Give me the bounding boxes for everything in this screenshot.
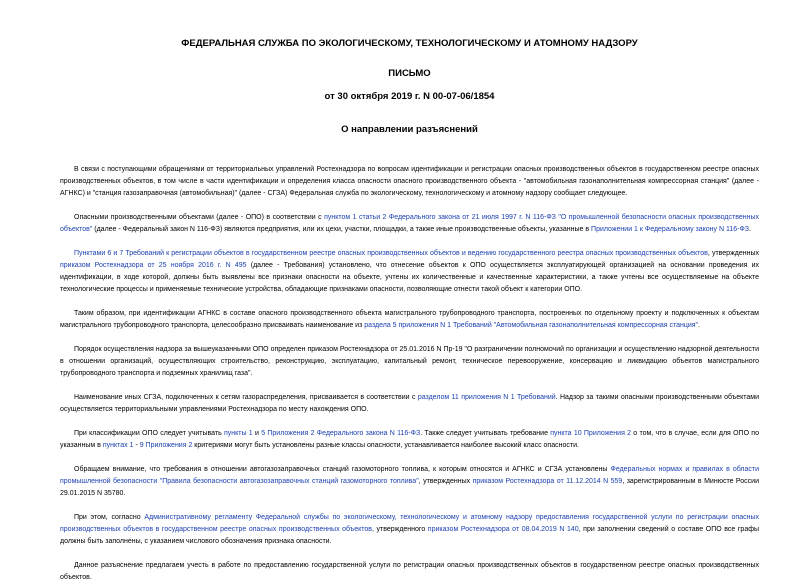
body-paragraph — [60, 212, 759, 236]
body-paragraph — [60, 512, 759, 548]
paragraph-text: , при заполнении сведений о составе ОПО все графы должны быть заполнены, с указанием числового обозначения признака опасности. — [60, 526, 760, 545]
document-link[interactable]: пунктом 1 статьи 2 Федерального закона от 21 июля 1997 г. N 116-ФЗ "О промышленной безопасности опасных производственных объектов" — [60, 214, 760, 233]
paragraph-text: , зарегистрированным в Минюсте России 29.01.2015 N 35780. — [60, 478, 760, 497]
document-body — [60, 164, 759, 584]
body-paragraph — [60, 308, 759, 332]
paragraph-text: Таким образом, при идентификации АГНКС в составе опасного производственного объекта магистрального трубопроводного транспорта, построенных по отдельному проекту и подключенных к объектам магистрального трубопроводного транспорта, целесообразно присваивать наименование из — [60, 310, 759, 329]
paragraph-text: . — [698, 322, 700, 329]
document-subject: О направлении разъяснений — [341, 124, 478, 135]
body-paragraph — [60, 164, 759, 200]
document-link[interactable]: Административному регламенту Федеральной службы по экологическому, технологическому и атомному надзору предоставления государственной услуги по регистрации опасных производственных объектов в государственном реестре опасных производственных объектов — [60, 514, 759, 533]
paragraph-text: , утвержденных — [418, 478, 473, 485]
document-link[interactable]: 9 Приложения 2 — [139, 442, 193, 449]
document-link[interactable]: раздела 5 приложения N 1 Требований "Автомобильная газонаполнительная компрессорная станция" — [364, 322, 699, 329]
body-paragraph — [60, 248, 759, 296]
document-link[interactable]: пункта 10 Приложения 2 — [550, 430, 632, 437]
paragraph-text: . Также следует учитывать требование — [420, 430, 551, 437]
agency-title: ФЕДЕРАЛЬНАЯ СЛУЖБА ПО ЭКОЛОГИЧЕСКОМУ, ТЕХНОЛОГИЧЕСКОМУ И АТОМНОМУ НАДЗОРУ — [181, 38, 638, 49]
body-paragraph — [60, 428, 759, 452]
paragraph-text: Опасными производственными объектами (далее - ОПО) в соответствии с — [74, 214, 325, 221]
paragraph-text: и — [252, 430, 262, 437]
document-link[interactable]: Приложении 1 к Федеральному закону N 116-ФЗ — [591, 226, 750, 233]
document-link[interactable]: пунктах 1 — [102, 442, 134, 449]
body-paragraph — [60, 464, 759, 500]
document-link[interactable]: приказом Ростехнадзора от 08.04.2019 N 140 — [427, 526, 579, 533]
document-link[interactable]: разделом 11 приложения N 1 Требований — [417, 394, 556, 401]
paragraph-text: (далее - Федеральный закон N 116-ФЗ) являются предприятия, или их цехи, участки, площадки, а также иные производственные объекты, указанные в — [92, 226, 592, 233]
document-link[interactable]: Пунктами 6 и 7 Требований к регистрации объектов в государственном реестре опасных производственных объектов и ведению государственного реестра опасных производственных объектов — [74, 250, 708, 257]
paragraph-text: . Надзор за такими опасными производственными объектами осуществляется территориальными управлениями Ростехнадзора по месту нахождения ОПО. — [60, 394, 759, 413]
document-link[interactable]: 5 Приложения 2 Федерального закона N 116-ФЗ — [261, 430, 421, 437]
document-date-number: от 30 октября 2019 г. N 00-07-06/1854 — [324, 91, 495, 102]
body-paragraph — [60, 560, 759, 584]
document-link[interactable]: приказом Ростехнадзора от 25 ноября 2016 г. N 495 — [60, 262, 247, 269]
document-link[interactable]: Федеральных нормах и правилах в области промышленной безопасности "Правила безопасности автогазозаправочных станций газомоторного топлива" — [60, 466, 760, 485]
paragraph-text: , утвержденных — [707, 250, 759, 257]
paragraph-text: , утвержденного — [371, 526, 428, 533]
paragraph-text: При классификации ОПО следует учитывать — [74, 430, 224, 437]
paragraph-text: При этом, согласно — [74, 514, 145, 521]
body-paragraph — [60, 344, 759, 380]
paragraph-text: Данное разъяснение предлагаем учесть в работе по предоставлению государственной услуги по регистрации опасных производственных объектов в государственном реестре опасных производственных объектов. — [60, 562, 759, 581]
paragraph-text: - — [133, 442, 140, 449]
paragraph-text: Обращаем внимание, что требования в отношении автогазозаправочных станций газомоторного топлива, к которым относятся и АГНКС и СГЗА установлены — [74, 466, 611, 473]
body-paragraph — [60, 392, 759, 416]
paragraph-text: Порядок осуществления надзора за вышеуказанными ОПО определен приказом Ростехнадзора от 25.01.2016 N Пр-19 "О разграничении полномочий по организации и осуществлению надзорной деятельности в отношении организаций, осуществляющих строительство, реконструкцию, эксплуатацию, капитальный ремонт, техническое перевооружение, консервацию и ликвидацию объектов магистрального трубопроводного транспорта и подземных хранилищ газа". — [60, 346, 759, 377]
document-type: ПИСЬМО — [388, 68, 431, 79]
document-link[interactable]: пункты 1 — [224, 430, 253, 437]
paragraph-text: . — [749, 226, 751, 233]
paragraph-text: Наименование иных СГЗА, подключенных к сетям газораспределения, присваивается в соответствии с — [74, 394, 418, 401]
paragraph-text: критериями могут быть установлены разные классы опасности, устанавливается наиболее высокий класс опасности. — [192, 442, 579, 449]
paragraph-text: о том, что в случае, если для ОПО по указанным в — [60, 430, 759, 449]
document-link[interactable]: приказом Ростехнадзора от 11.12.2014 N 559 — [472, 478, 623, 485]
paragraph-text: В связи с поступающими обращениями от территориальных управлений Ростехнадзора по вопросам идентификации и регистрации опасных производственных объектов в государственном реестре опасных производственных объектов, в том числе в части идентификации и определения класса опасности опасного производственного объекта - "автомобильная газонаполнительная компрессорная станция" (далее - АГНКС) и "станция газозаправочная (автомобильная)" (далее - СГЗА) Федеральная служба по экологическому, технологическому и атомному надзору сообщает следующее. — [60, 166, 759, 197]
paragraph-text: (далее - Требования) установлено, что отнесение объектов к ОПО осуществляется эксплуатирующей организацией на основании проведения их идентификации, в ходе которой, должны быть выявлены все признаки опасности на объекте, учтены их количественные и качественные характеристики, а также учтены все осуществляемые на объекте технологические процессы и применяемые технические устройства, обладающие признаками опасности, позволяющие отнести такой объект к категории ОПО. — [60, 262, 759, 293]
